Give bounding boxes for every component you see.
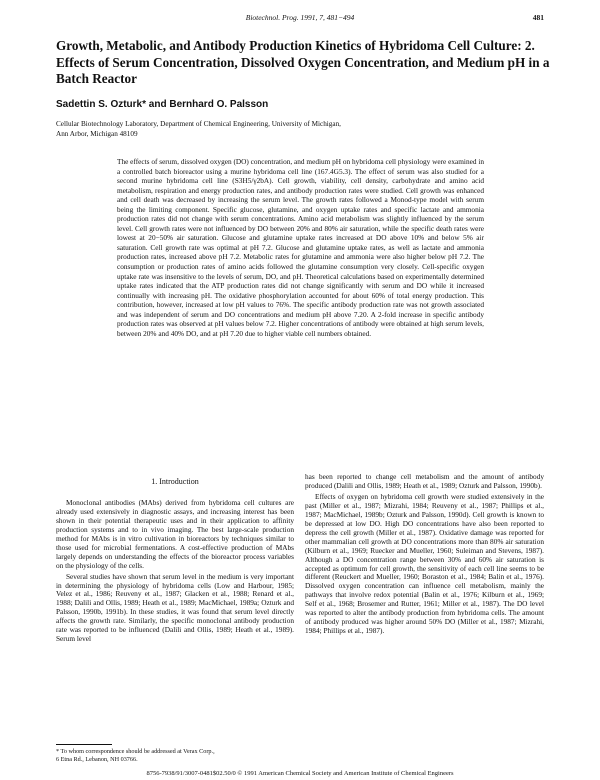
footnote-line-2: 6 Etna Rd., Lebanon, NH 03766. xyxy=(56,755,138,763)
paper-title: Growth, Metabolic, and Antibody Production Kinetics of Hybridoma Cell Culture: 2. Effects of Serum Concentration, Dissolved Oxygen Concentration, and Medium pH in a Batch Reactor xyxy=(56,38,550,86)
body-paragraph: Several studies have shown that serum level in the medium is very important in determining the physiology of hybridoma cells (Low and Harbour, 1985; Velez et al., 1986; Reuveny et al., 1987; Glacken et al., 1988; Renard et al., 1988; Dalili and Ollis, 1989; Heath et al., 1989; MacMichael, 1989a; Ozturk and Palsson, 1990b, 1991b). In these studies, it was found that serum level directly affects the growth rate. Similarly, the specific monoclonal antibody production rate was reported to be influenced (Dalili and Ollis, 1989; Heath et al., 1989). Serum level xyxy=(56,571,294,644)
body-paragraph: Monoclonal antibodies (MAbs) derived from hybridoma cell cultures are already used extensively in diagnostic assays, and increasing interest has been shown in their potential therapeutic uses and in their application to affinity production systems and to in vivo imaging. The best large-scale production method for MAbs is in vitro cultivation in bioreactors by techniques similar to those used for microbial fermentations. A cost-effective production of MAbs largely depends on understanding the effects of the bioreactor process variables on the physiology of the cells. xyxy=(56,497,294,570)
footnote-line-1: * To whom correspondence should be addressed at Verax Corp., xyxy=(56,748,215,755)
copyright-footer: 8756-7938/91/3007-0481$02.50/0 © 1991 American Chemical Society and American Institute of Chemical Engineers xyxy=(146,770,454,777)
affiliation-line-2: Ann Arbor, Michigan 48109 xyxy=(56,130,138,138)
correspondence-footnote xyxy=(56,748,294,763)
section-heading: 1. Introduction xyxy=(151,477,199,486)
body-paragraph: Effects of oxygen on hybridoma cell growth were studied extensively in the past (Miller et al., 1987; Mizrahi, 1984; Reuveny et al., 1987; Phillips et al., 1987; MacMichael, 1989b; Ozturk and Palsson, 1990d). Cell growth is known to be depressed at low DO. High DO concentrations have also been reported to depress the cell growth (Miller et al., 1987). Oxidative damage was reported for other mammalian cell growth at DO concentrations more than 80% air saturation (Kilburn et al., 1969; Ruecker and Mueller, 1960; Suleiman and Stevens, 1987). Although a DO concentration range between 30% and 60% air saturation is accepted as optimum for cell growth, the sensitivity of each cell line seems to be different (Reuckert and Mueller, 1960; Boraston et al., 1984; Balin et al., 1976). Dissolved oxygen concentration can influence cell metabolism, mainly the pathways that involve redox potential (Balin et al., 1976; Kilburn et al., 1969; Self et al., 1968; Brosemer and Rutter, 1961; Miller et al., 1987). The DO level was reported to alter the antibody production from hybridoma cells. The amount of antibody produced was higher around 50% DO (Miller et al., 1987; Mizrahi, 1984; Phillips et al., 1987). xyxy=(305,491,544,636)
page-number: 481 xyxy=(532,13,544,22)
journal-citation: Biotechnol. Prog. 1991, 7, 481−494 xyxy=(245,13,355,22)
right-column xyxy=(305,473,544,636)
left-column xyxy=(56,473,294,644)
abstract: The effects of serum, dissolved oxygen (DO) concentration, and medium pH on hybridoma cell physiology were examined in a controlled batch bioreactor using a murine hybridoma cell line (167.4G5.3). The effect of serum was also studied for a second murine hybridoma cell line (S3H5/γ2bA). Cell growth, viability, cell density, carbohydrate and amino acid metabolism, respiration and energy production rates, and antibody production rates were studied. Cell growth was enhanced and cell death was decreased by increasing the serum level. The growth rates followed a Monod-type model with serum being the limiting component. Specific glucose, glutamine, and oxygen uptake rates and specific lactate and ammonia production rates did not change with serum concentrations. Amino acid metabolism was slightly influenced by the serum level. Cell growth rates were not influenced by DO between 20% and 80% air saturation, while the specific death rates were lowest at 20−50% air saturation. Glucose and glutamine uptake rates increased at DO above 10% and below 5% air saturation. Cell growth rate was optimal at pH 7.2. Glucose and glutamine uptake rates, as well as lactate and ammonia production rates, increased above pH 7.2. Metabolic rates for glutamine and ammonia were also higher below pH 7.2. The consumption or production rates of amino acids followed the glutamine consumption very closely. Cell-specific oxygen uptake rate was insensitive to the levels of serum, DO, and pH. Theoretical calculations based on experimentally determined uptake rates indicated that the ATP production rates did not change significantly with serum and DO while it increased continually with increasing pH. The oxidative phosphorylation accounted for about 60% of total energy production. This contribution, however, increased at low pH values to 76%. The specific antibody production rate was not growth associated and was independent of serum and DO concentrations and medium pH above 7.20. A 2-fold increase in specific antibody production rates was observed at pH values below 7.2. Higher concentrations of antibody were obtained at high serum levels, between 20% and 40% DO, and at pH 7.20 due to higher viable cell numbers obtained. xyxy=(117,157,484,338)
body-paragraph: has been reported to change cell metabolism and the amount of antibody produced (Dalili and Ollis, 1989; Heath et al., 1989; Ozturk and Palsson, 1990b). xyxy=(305,472,544,490)
author-list: Sadettin S. Ozturk* and Bernhard O. Palsson xyxy=(56,99,269,110)
footnote-divider xyxy=(56,744,112,745)
affiliation xyxy=(56,119,356,139)
affiliation-line-1: Cellular Biotechnology Laboratory, Department of Chemical Engineering, University of Michigan, xyxy=(56,120,341,128)
